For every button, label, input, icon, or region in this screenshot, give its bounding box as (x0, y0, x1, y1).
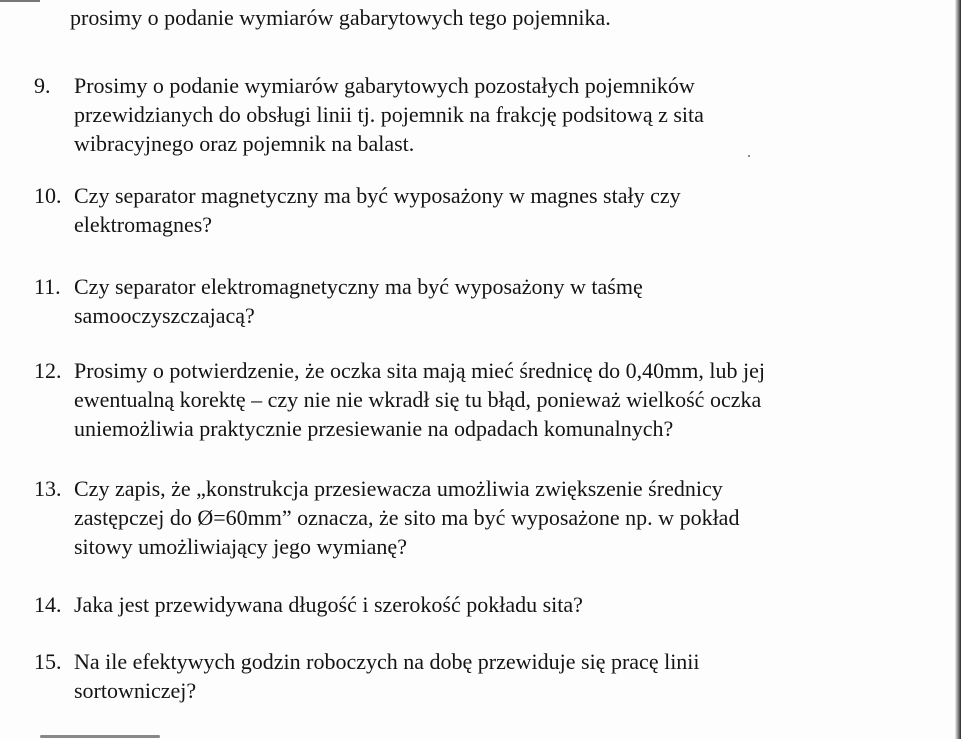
question-line: wibracyjnego oraz pojemnik na balast. (74, 131, 415, 156)
question-line: sortowniczej? (74, 678, 197, 703)
scan-edge-shadow (955, 0, 961, 739)
question-line: Prosimy o potwierdzenie, że oczka sita mają mieć średnicę do 0,40mm, lub jej (74, 358, 765, 383)
continuation-line: prosimy o podanie wymiarów gabarytowych tego pojemnika. (70, 5, 611, 30)
question-line: elektromagnes? (74, 212, 213, 237)
question-number: 9. (34, 73, 51, 98)
question-line: ewentualną korektę – czy nie nie wkradł się tu błąd, ponieważ wielkość oczka (74, 387, 762, 412)
question-number: 14. (34, 592, 62, 617)
question-text (74, 357, 894, 444)
question-line: Jaka jest przewidywana długość i szerokość pokładu sita? (74, 592, 583, 617)
question-number: 15. (34, 649, 62, 674)
question-line: Prosimy o podanie wymiarów gabarytowych pozostałych pojemników (74, 73, 695, 98)
question-line: Czy separator magnetyczny ma być wyposażony w magnes stały czy (74, 183, 681, 208)
scan-edge-mark (40, 735, 160, 738)
question-text (74, 475, 894, 562)
question-line: zastępczej do Ø=60mm” oznacza, że sito ma być wyposażone np. w pokład (74, 505, 740, 530)
question-line: przewidzianych do obsługi linii tj. pojemnik na frakcję podsitową z sita (74, 102, 704, 127)
question-number: 12. (34, 358, 62, 383)
question-line: Czy separator elektromagnetyczny ma być wyposażony w taśmę (74, 274, 643, 299)
question-text (74, 273, 894, 331)
question-number: 11. (34, 274, 61, 299)
question-text (74, 72, 894, 159)
scan-speck (748, 155, 750, 157)
question-line: Na ile efektywych godzin roboczych na dobę przewiduje się pracę linii (74, 649, 700, 674)
question-text (74, 591, 894, 620)
question-line: samooczyszczajacą? (74, 303, 255, 328)
question-line: Czy zapis, że „konstrukcja przesiewacza umożliwia zwiększenie średnicy (74, 476, 723, 501)
question-text (74, 648, 894, 706)
question-number: 13. (34, 476, 62, 501)
scan-edge-mark (0, 0, 40, 2)
question-text (74, 182, 894, 240)
question-line: uniemożliwia praktycznie przesiewanie na odpadach komunalnych? (74, 416, 674, 441)
question-number: 10. (34, 183, 62, 208)
question-line: sitowy umożliwiający jego wymianę? (74, 534, 407, 559)
